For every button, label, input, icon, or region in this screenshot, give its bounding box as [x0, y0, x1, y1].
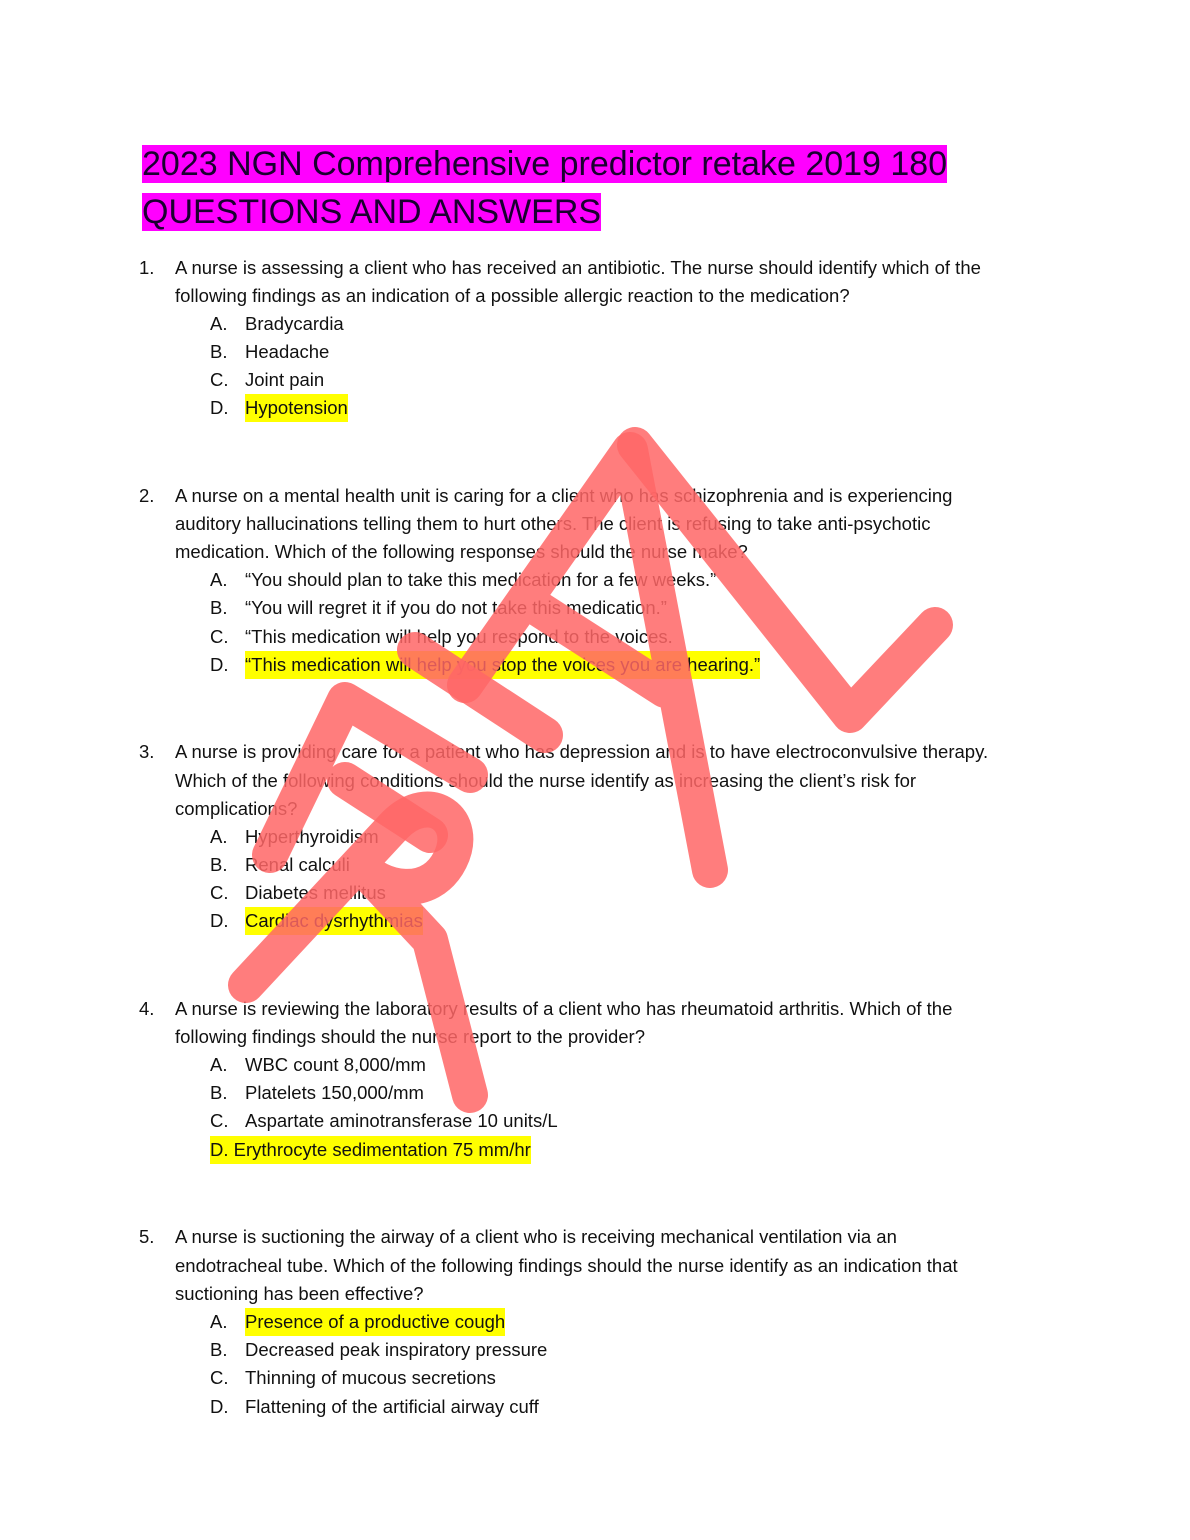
- option-text-highlighted: “This medication will help you stop the voices you are hearing.”: [245, 651, 760, 679]
- question-stem-line: endotracheal tube. Which of the following findings should the nurse identify as an indication that: [175, 1255, 958, 1276]
- option-text: Thinning of mucous secretions: [245, 1367, 496, 1388]
- question-stem-line: Which of the following conditions should the nurse identify as increasing the client’s risk for: [175, 770, 917, 791]
- option-text: Renal calculi: [245, 854, 350, 875]
- option-text: Aspartate aminotransferase 10 units/L: [245, 1110, 558, 1131]
- option-letter: C.: [210, 1367, 229, 1388]
- option-letter: D.: [210, 1396, 229, 1417]
- option-text-highlighted: Hypotension: [245, 394, 348, 422]
- option-text-highlighted: Erythrocyte sedimentation 75 mm/hr: [233, 1139, 531, 1160]
- option-text: Headache: [245, 341, 330, 362]
- option-text: Bradycardia: [245, 313, 344, 334]
- question-stem-line: auditory hallucinations telling them to hurt others. The client is refusing to take anti-psychotic: [175, 513, 931, 534]
- question-stem-line: following findings as an indication of a possible allergic reaction to the medication?: [175, 285, 850, 306]
- question-number: 3.: [139, 741, 155, 762]
- question-stem-line: A nurse is reviewing the laboratory results of a client who has rheumatoid arthritis. Which of the: [175, 998, 953, 1019]
- option-text: Decreased peak inspiratory pressure: [245, 1339, 548, 1360]
- document-title-line-2: QUESTIONS AND ANSWERS: [142, 193, 602, 231]
- option-letter: B.: [210, 597, 228, 618]
- option-letter: A.: [210, 569, 228, 590]
- option-letter: C.: [210, 882, 229, 903]
- option-text: Diabetes mellitus: [245, 882, 386, 903]
- option-letter: D.: [210, 1139, 229, 1160]
- option-letter: B.: [210, 1082, 228, 1103]
- question-number: 5.: [139, 1226, 155, 1247]
- question-number: 1.: [139, 257, 155, 278]
- option-text: WBC count 8,000/mm: [245, 1054, 426, 1075]
- question-number: 4.: [139, 998, 155, 1019]
- question-stem-line: A nurse is suctioning the airway of a client who is receiving mechanical ventilation via an: [175, 1226, 897, 1247]
- option-letter: C.: [210, 626, 229, 647]
- option-letter: B.: [210, 854, 228, 875]
- question-stem-line: following findings should the nurse report to the provider?: [175, 1026, 645, 1047]
- option-text: “This medication will help you respond to the voices.: [245, 626, 673, 647]
- question-number: 2.: [139, 485, 155, 506]
- option-text: Flattening of the artificial airway cuff: [245, 1396, 539, 1417]
- option-text-highlighted: Cardiac dysrhythmias: [245, 907, 423, 935]
- question-stem-line: medication. Which of the following responses should the nurse make?: [175, 541, 748, 562]
- option-text-highlighted: Presence of a productive cough: [245, 1308, 505, 1336]
- option-letter: D.: [210, 654, 229, 675]
- option-text: Joint pain: [245, 369, 325, 390]
- option-letter: C.: [210, 1110, 229, 1131]
- option-text: Platelets 150,000/mm: [245, 1082, 424, 1103]
- option-letter: A.: [210, 1311, 228, 1332]
- answer-option-correct: [210, 1136, 531, 1164]
- option-text: “You should plan to take this medication for a few weeks.”: [245, 569, 717, 590]
- option-letter: B.: [210, 341, 228, 362]
- question-stem-line: complications?: [175, 798, 298, 819]
- option-letter: C.: [210, 369, 229, 390]
- option-letter: A.: [210, 313, 228, 334]
- option-letter: D.: [210, 910, 229, 931]
- question-stem-line: suctioning has been effective?: [175, 1283, 424, 1304]
- option-letter: A.: [210, 1054, 228, 1075]
- document-title-line-1: 2023 NGN Comprehensive predictor retake 2019 180: [142, 145, 948, 183]
- question-stem-line: A nurse is providing care for a patient who has depression and is to have electroconvulsive therapy.: [175, 741, 989, 762]
- option-letter: A.: [210, 826, 228, 847]
- option-letter: B.: [210, 1339, 228, 1360]
- option-text: Hyperthyroidism: [245, 826, 379, 847]
- question-stem-line: A nurse on a mental health unit is caring for a client who has schizophrenia and is experiencing: [175, 485, 953, 506]
- option-letter: D.: [210, 397, 229, 418]
- question-stem-line: A nurse is assessing a client who has received an antibiotic. The nurse should identify which of the: [175, 257, 981, 278]
- option-text: “You will regret it if you do not take this medication.”: [245, 597, 667, 618]
